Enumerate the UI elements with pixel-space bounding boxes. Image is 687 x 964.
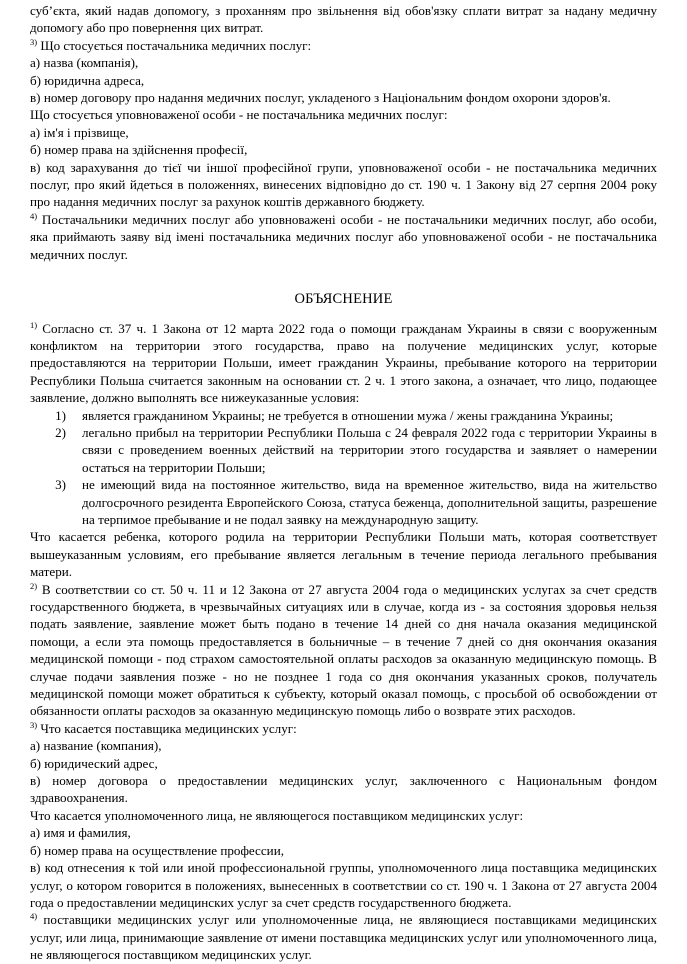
ru-footnote-1 <box>30 320 657 407</box>
ru-footnote-4 <box>30 911 657 963</box>
ua-item-address: б) юридична адреса, <box>30 72 145 88</box>
ua-item-group-code: в) код зарахування до тієї чи іншої професійної групи, уповноваженої особи - не постачальника медичних послуг, про який йдеться в положеннях, винесених відповідно до ст. 190 ч. 1 Закону від 27 серпня 2004 року про надання медичних послуг за рахунок коштів державного бюджету. <box>30 159 657 210</box>
ua-footnote-4-text: Постачальники медичних послуг або уповноважені особи - не постачальники медичних послуг, або особи, яка приймають заяву від імені постачальника медичних послуг або уповноваженої особи - не постачальника медичних послуг. <box>30 211 657 262</box>
ru-footnote-3-text: Что касается поставщика медицинских услуг: <box>37 720 297 736</box>
ru-footnote-2 <box>30 581 657 720</box>
ru-item-person: а) имя и фамилия, <box>30 825 131 841</box>
list-item-number: 1) <box>55 407 66 423</box>
ua-item-name: а) назва (компанія), <box>30 55 139 71</box>
ua-footnote-3-heading <box>30 37 657 54</box>
footnote-marker: 2) <box>30 580 38 591</box>
ua-item-contract: в) номер договору про надання медичних послуг, укладеного з Національним фондом охорони здоров'я. <box>30 90 611 106</box>
ru-item-license: б) номер права на осуществление профессии, <box>30 842 284 858</box>
ua-paragraph-continuation: суб’єкта, який надав допомогу, з проханням про звільнення від обов'язку сплати витрат за надану медичну допомогу або про повернення цих витрат. <box>30 3 657 36</box>
ru-item-contract: в) номер договора о предоставлении медицинских услуг, заключенного с Национальным фондом здравоохранения. <box>30 773 657 806</box>
ru-item-name: а) название (компания), <box>30 738 162 754</box>
section-title: ОБЪЯСНЕНИЕ <box>294 291 393 308</box>
list-item-text: легально прибыл на территории Республики Польша с 24 февраля 2022 года с территории Украины в связи с проведением военных действий на территории этого государства и заявляет о намерении остаться на территории Польши; <box>82 424 657 475</box>
ru-item-address: б) юридический адрес, <box>30 755 158 771</box>
list-item <box>30 424 657 476</box>
list-item-text: является гражданином Украины; не требуется в отношении мужа / жены гражданина Украины; <box>82 407 614 423</box>
ru-child-paragraph: Что касается ребенка, которого родила на территории Республики Польши мать, которая соответствует вышеуказанным условиям, его пребывание является легальным в течение периода легального пребывания матери. <box>30 529 657 580</box>
footnote-marker: 4) <box>30 911 38 922</box>
list-item <box>30 476 657 528</box>
ru-footnote-3-heading <box>30 720 657 737</box>
list-item-number: 3) <box>55 477 66 493</box>
footnote-marker: 3) <box>30 719 38 730</box>
ru-footnote-4-text: поставщики медицинских услуг или уполномоченные лица, не являющиеся поставщиками медицинских услуг, или лица, принимающие заявление от имени поставщика медицинских услуг или уполномоченного лица, не являющегося поставщиком медицинских услуг. <box>30 912 657 963</box>
footnote-marker: 1) <box>30 319 38 330</box>
ru-item-group-code: в) код отнесения к той или иной профессиональной группы, уполномоченного лица поставщика медицинских услуг, о котором говорится в положениях, вынесенных в соответствии со ст. 190 ч. 1 Закона от 27 августа 2004 года о предоставлении медицинских услуг за счет средств государственного бюджета. <box>30 860 657 910</box>
list-item <box>30 407 657 424</box>
ua-item-person: а) ім'я і прізвище, <box>30 124 129 140</box>
list-item-number: 2) <box>55 424 66 440</box>
conditions-list <box>30 407 657 529</box>
ru-footnote-1-text: Согласно ст. 37 ч. 1 Закона от 12 марта 2022 года о помощи гражданам Украины в связи с вооруженным конфликтом на территории этого государства, право на получение медицинских услуг, которые предоставляются на территории Польши, имеет гражданин Украины, пребывание которого на территории Республики Польша считается законным на основании ст. 2 ч. 1 этого закона, а означает, что лицо, подающее заявление, должно выполнять все нижеуказанные условия: <box>30 320 657 406</box>
footnote-marker: 4) <box>30 210 38 221</box>
footnote-marker: 3) <box>30 36 38 47</box>
ru-footnote-2-text: В соответствии со ст. 50 ч. 11 и 12 Закона от 27 августа 2004 года о медицинских услугах за счет средств государственного бюджета, в чрезвычайных ситуациях или в случае, когда из - за состояния здоровья нельзя подать заявление, заявление может быть подано в течение 14 дней со дня начала оказания медицинской помощи, а если эта помощь предоставляется в больничные – в течение 7 дней со дня окончания оказания медицинской помощи - под страхом самостоятельной оплаты расходов за оказанную медицинскую помощь. В случае подачи заявления позже - но не позднее 1 года со дня окончания указанных сроков, получатель медицинской помощи может обратиться к субъекту, который оказал помощь, с просьбой об освобождении от обязанности оплаты расходов за оказанную медицинскую помощь либо о возврате этих расходов. <box>30 581 657 719</box>
ua-footnote-3-text: Що стосується постачальника медичних послуг: <box>37 37 312 53</box>
ru-authorized-intro: Что касается уполномоченного лица, не являющегося поставщиком медицинских услуг: <box>30 807 524 823</box>
ua-footnote-4 <box>30 211 657 263</box>
ua-authorized-intro: Що стосується уповноваженої особи - не постачальника медичних послуг: <box>30 107 448 123</box>
list-item-text: не имеющий вида на постоянное жительство, вида на временное жительство, вида на жительство долгосрочного резидента Европейского Союза, статуса беженца, дополнительной защиты, разрешение на терпимое пребывание и не подал заявку на международную защиту. <box>82 477 657 527</box>
ua-item-license: б) номер права на здійснення професії, <box>30 142 248 158</box>
